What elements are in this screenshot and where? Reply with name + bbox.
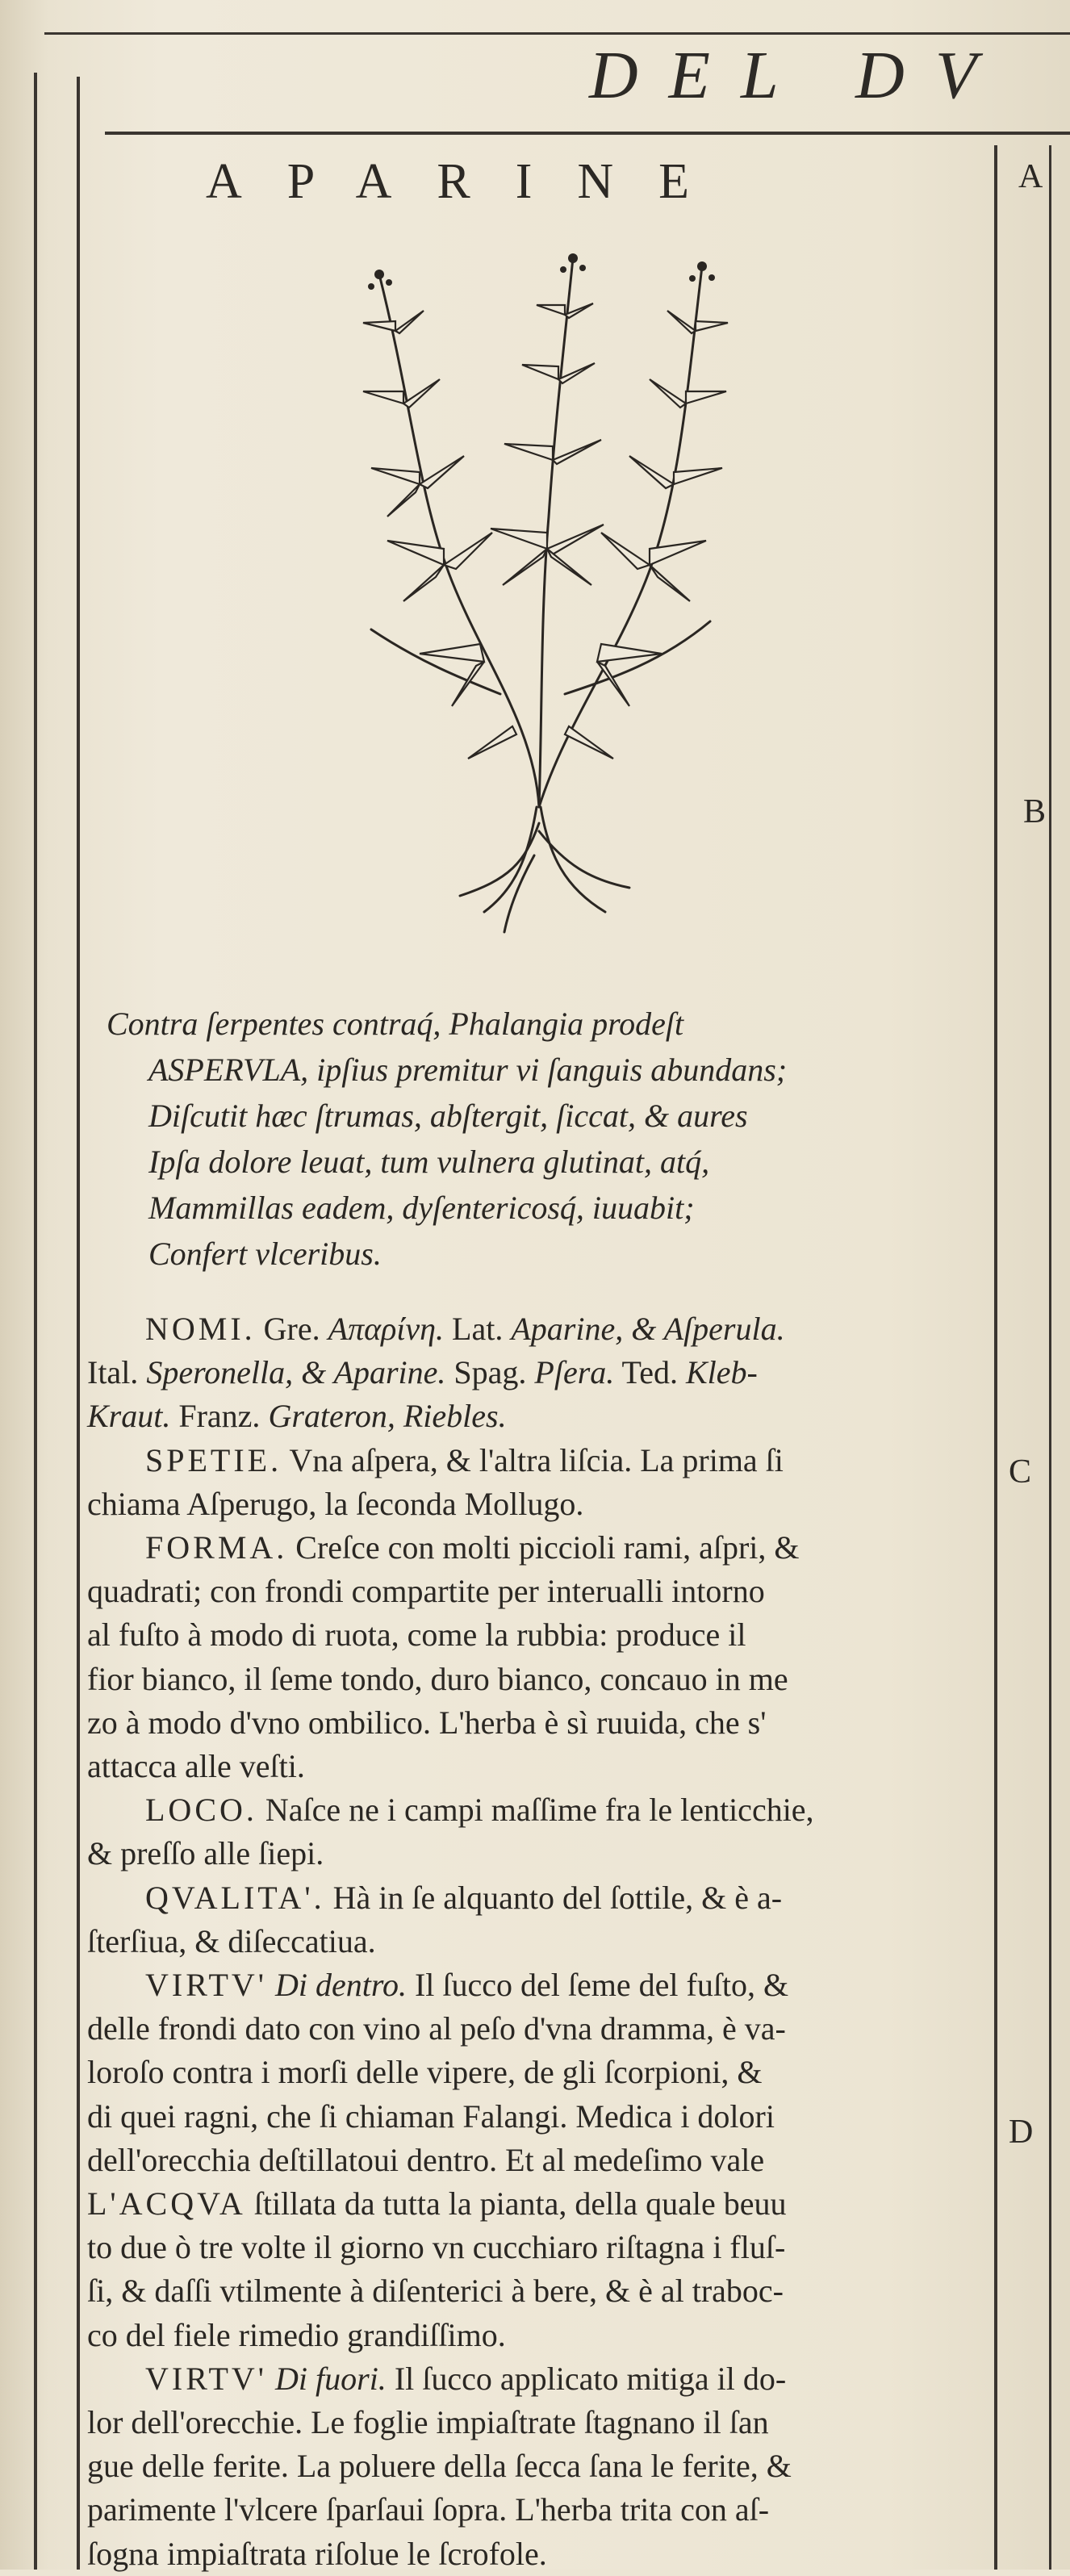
ted-label: Ted. (621, 1354, 678, 1391)
poem-line: Diſcutit hæc ſtrumas, abſtergit, ſiccat, & aures (148, 1098, 748, 1134)
virtu-fuori-text: Il ſucco applicato mitiga il do- (394, 2360, 787, 2397)
nomi-line-3 (87, 1395, 967, 1438)
outer-left-rule (34, 73, 37, 2570)
margin-letter-a: A (1018, 158, 1043, 195)
acqua-line: to due ò tre volte il giorno vn cucchiaro riſtagna i fluſ- (87, 2229, 786, 2266)
virtu-dentro-sub: Di dentro. (275, 1967, 407, 2004)
lat-words: Aparine, & Aſperula. (511, 1311, 785, 1347)
top-rule (44, 32, 1070, 35)
virtu-dentro-line: di quei ragni, che ſi chiaman Falangi. Medica i dolori (87, 2097, 775, 2135)
spetie-line-2: chiama Aſperugo, la ſeconda Mollugo. (87, 1485, 584, 1522)
qualita-line-1 (87, 1876, 967, 1920)
margin-letter-b: B (1023, 793, 1047, 830)
ted-word-a: Kleb- (685, 1354, 758, 1391)
plant-woodcut-illustration (323, 242, 775, 936)
virtu-dentro-line: loroſo contra i morſi delle vipere, de gli ſcorpioni, & (87, 2054, 763, 2091)
virtu-fuori-sub: Di fuori. (275, 2360, 387, 2397)
margin-letter-c: C (1009, 1453, 1032, 1491)
nomi-line-2 (87, 1351, 967, 1395)
franz-words: Grateron, Riebles. (268, 1398, 507, 1435)
body-text (87, 1307, 967, 2576)
spag-label: Spag. (453, 1354, 527, 1391)
section-head-nomi: NOMI. (145, 1311, 256, 1347)
forma-line: al fuſto à modo di ruota, come la rubbia: produce il (87, 1616, 746, 1654)
qualita-text: Hà in ſe alquanto del ſottile, & è a- (332, 1879, 783, 1916)
section-head-forma: FORMA. (145, 1529, 288, 1566)
section-head-acqua: L'ACQVA (87, 2185, 246, 2223)
spetie-text: Vna aſpera, & l'altra liſcia. La prima ſi (289, 1441, 784, 1478)
head-rule (105, 132, 1070, 135)
virtu-dentro-line: delle frondi dato con vino al peſo d'vna dramma, è va- (87, 2010, 786, 2047)
section-head-loco: LOCO. (145, 1792, 257, 1829)
spag-word: Pſera. (534, 1354, 615, 1391)
loco-text: Naſce ne i campi maſſime fra le lenticchie, (265, 1792, 814, 1829)
forma-line: fior bianco, il ſeme tondo, duro bianco, concauo in me (87, 1660, 788, 1697)
virtu-dentro-text: Il ſucco del ſeme del fuſto, & (414, 1967, 789, 2004)
outer-right-rule (1049, 145, 1051, 2570)
virtu-fuori-line: lor dell'orecchie. Le foglie impiaſtrate ſtagnano il ſan (87, 2404, 769, 2441)
forma-line-1 (87, 1526, 967, 1570)
franz-label: Franz. (178, 1398, 261, 1435)
loco-line-1 (87, 1788, 967, 1832)
latin-poem (107, 1001, 954, 1277)
page-title: APARINE (206, 154, 734, 209)
forma-text: Creſce con molti piccioli rami, aſpri, & (295, 1529, 800, 1566)
acqua-line: ſi, & daſſi vtilmente à diſenterici à bere, & è al traboc- (87, 2273, 784, 2310)
ital-words: Speronella, & Aparine. (146, 1354, 446, 1391)
virtu-fuori-line: parimente l'vlcere ſparſaui ſopra. L'herba trita con aſ- (87, 2491, 770, 2528)
nomi-line-1 (87, 1307, 967, 1351)
poem-line: Contra ſerpentes contraq́, Phalangia prodeſt (107, 1006, 684, 1042)
gre-label: Gre. (263, 1311, 320, 1347)
acqua-text: ſtillata da tutta la pianta, della quale beuu (253, 2185, 787, 2223)
virtu-dentro-line: dell'orecchia deſtillatoui dentro. Et al medeſimo vale (87, 2141, 765, 2178)
lat-label: Lat. (452, 1311, 504, 1347)
margin-letter-d: D (1009, 2114, 1034, 2151)
virtu-fuori-line: ſogna impiaſtrata riſolue le ſcrofole. (87, 2535, 547, 2572)
poem-line: Confert vlceribus. (148, 1236, 382, 1272)
right-column-rule (994, 145, 997, 2570)
forma-line: attacca alle veſti. (87, 1748, 305, 1785)
poem-line: ASPERVLA, ipſius premitur vi ſanguis abundans; (148, 1052, 788, 1088)
loco-line-2: & preſſo alle ſiepi. (87, 1835, 324, 1872)
qualita-line-2: ſterſiua, & diſeccatiua. (87, 1922, 376, 1959)
virtu-dentro-line-1 (87, 1963, 967, 2007)
virtu-fuori-line-1 (87, 2357, 967, 2401)
section-head-virtu-dentro: VIRTV' (145, 1967, 268, 2004)
acqua-line: co del fiele rimedio grandiſſimo. (87, 2316, 506, 2353)
running-head: DEL DV (589, 38, 1008, 113)
forma-line: zo à modo d'vno ombilico. L'herba è sì ruuida, che s' (87, 1704, 767, 1741)
forma-line: quadrati; con frondi compartite per interualli intorno (87, 1573, 765, 1610)
spetie-line-1 (87, 1439, 967, 1482)
ted-word-b: Kraut. (87, 1398, 171, 1435)
poem-line: Mammillas eadem, dyſentericosq́, iuuabit; (148, 1190, 695, 1226)
section-head-virtu-fuori: VIRTV' (145, 2360, 268, 2397)
virtu-fuori-line: gue delle ferite. La poluere della ſecca ſana le ferite, & (87, 2448, 792, 2485)
poem-line: Ipſa dolore leuat, tum vulnera glutinat, atq́, (148, 1144, 710, 1180)
section-head-qualita: QVALITA'. (145, 1879, 325, 1916)
ital-label: Ital. (87, 1354, 139, 1391)
acqua-line-1 (87, 2182, 967, 2226)
inner-left-rule (77, 77, 80, 2570)
gre-word: Απαρίνη. (328, 1311, 445, 1347)
section-head-spetie: SPETIE. (145, 1441, 282, 1478)
